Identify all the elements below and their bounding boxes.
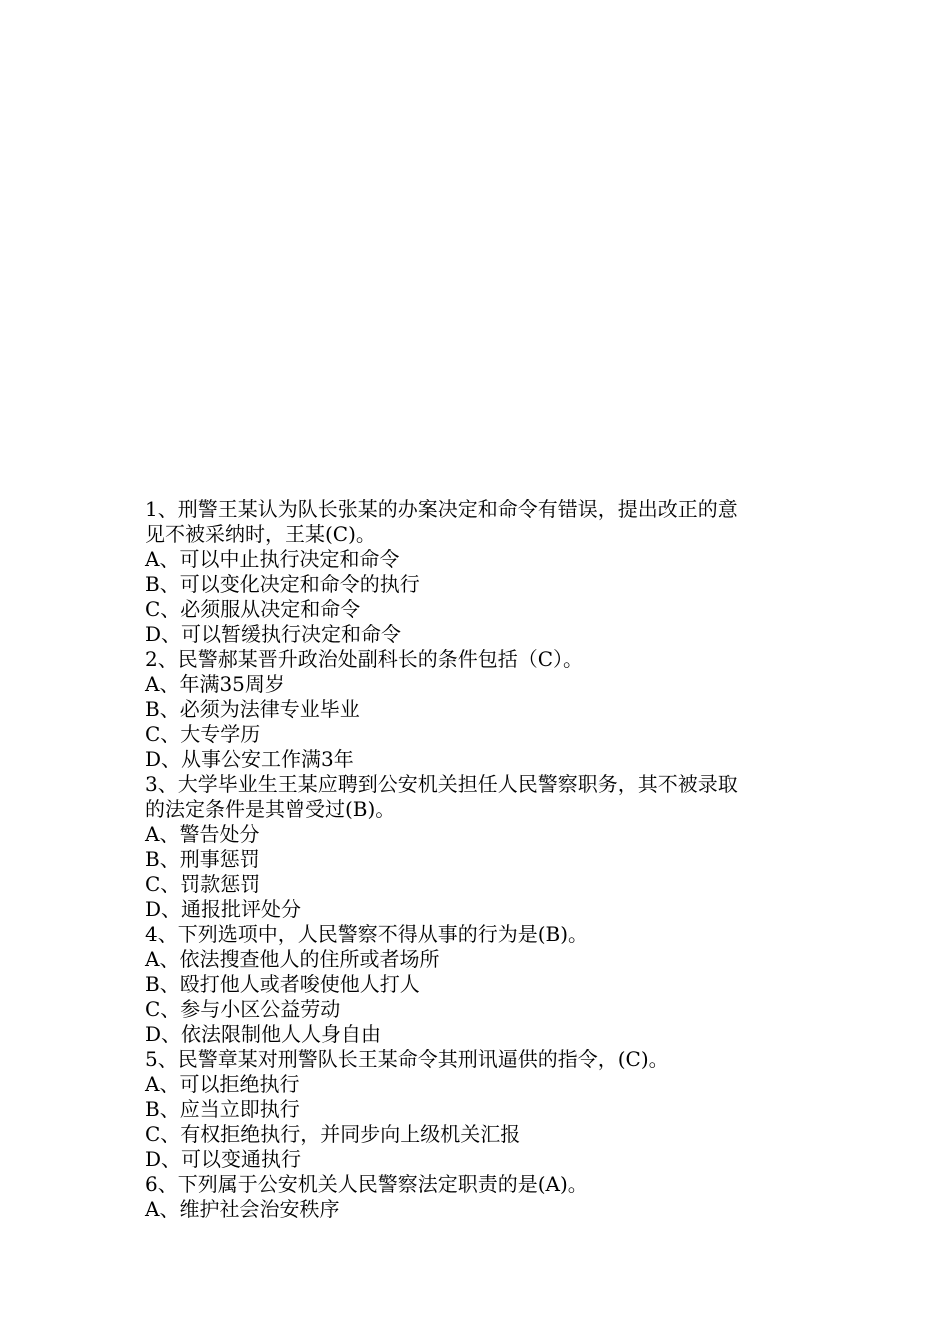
question-3-option-b: B、刑事惩罚 — [145, 847, 260, 871]
question-3-option-a: A、警告处分 — [145, 822, 260, 846]
question-3-option-d: D、通报批评处分 — [145, 897, 302, 921]
question-5-option-b: B、应当立即执行 — [145, 1097, 300, 1121]
question-text-block — [145, 497, 810, 1222]
question-1-option-c: C、必须服从决定和命令 — [145, 597, 361, 621]
question-1-option-b: B、可以变化决定和命令的执行 — [145, 572, 420, 596]
question-5-option-d: D、可以变通执行 — [145, 1147, 302, 1171]
question-4-stem: 4、下列选项中，人民警察不得从事的行为是(B)。 — [145, 922, 589, 946]
question-4-option-c: C、参与小区公益劳动 — [145, 997, 341, 1021]
question-6-stem: 6、下列属于公安机关人民警察法定职责的是(A)。 — [145, 1172, 588, 1196]
question-5-option-a: A、可以拒绝执行 — [145, 1072, 300, 1096]
question-2-option-c: C、大专学历 — [145, 722, 261, 746]
question-3-option-c: C、罚款惩罚 — [145, 872, 261, 896]
question-3-line-1: 3、大学毕业生王某应聘到公安机关担任人民警察职务，其不被录取 — [145, 772, 738, 796]
question-3-line-2: 的法定条件是其曾受过(B)。 — [145, 797, 396, 821]
question-2-option-a: A、年满35周岁 — [145, 672, 285, 696]
question-4-option-d: D、依法限制他人人身自由 — [145, 1022, 382, 1046]
question-4-option-b: B、殴打他人或者唆使他人打人 — [145, 972, 420, 996]
question-5-stem: 5、民警章某对刑警队长王某命令其刑讯逼供的指令，(C)。 — [145, 1047, 669, 1071]
question-1-option-d: D、可以暂缓执行决定和命令 — [145, 622, 402, 646]
question-1-line-1: 1、刑警王某认为队长张某的办案决定和命令有错误，提出改正的意 — [145, 497, 738, 521]
question-4-option-a: A、依法搜查他人的住所或者场所 — [145, 947, 440, 971]
question-1-option-a: A、可以中止执行决定和命令 — [145, 547, 400, 571]
question-2-option-d: D、从事公安工作满3年 — [145, 747, 354, 771]
question-6-option-a: A、维护社会治安秩序 — [145, 1197, 340, 1221]
question-5-option-c: C、有权拒绝执行，并同步向上级机关汇报 — [145, 1122, 521, 1146]
question-2-option-b: B、必须为法律专业毕业 — [145, 697, 360, 721]
question-1-line-2: 见不被采纳时，王某(C)。 — [145, 522, 376, 546]
question-2-stem: 2、民警郝某晋升政治处副科长的条件包括（C）。 — [145, 647, 584, 671]
